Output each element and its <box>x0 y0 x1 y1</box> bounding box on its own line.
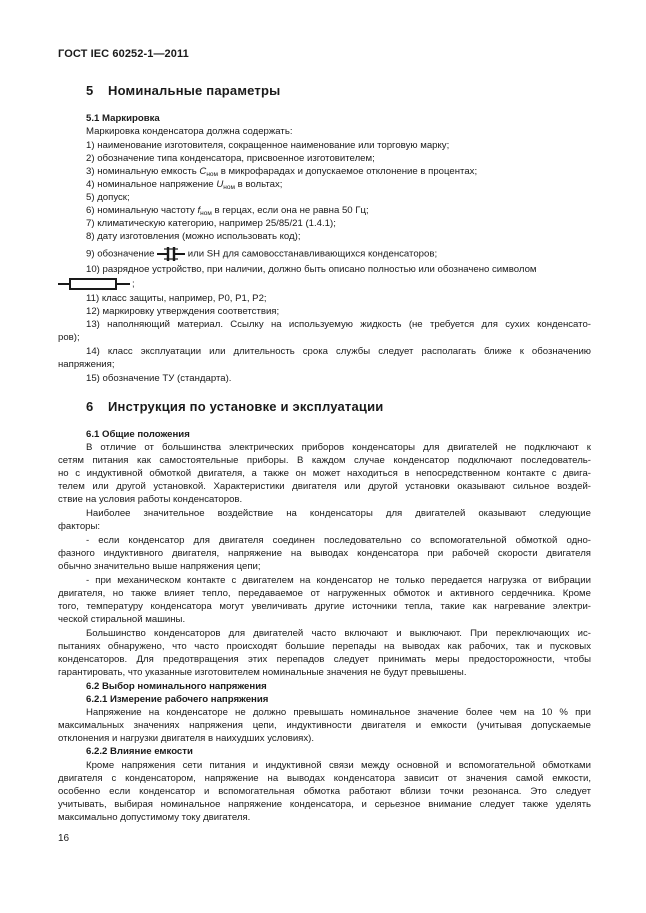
paragraph-line: - при механическом контакте с двигателем на конденсатор не только передается нагрузка от вибрации <box>86 575 591 586</box>
paragraph-line: Большинство конденсаторов для двигателей часто включают и выключают. При переключающих ис- <box>86 628 591 639</box>
list-item: 1) наименование изготовителя, сокращенное наименование или торговую марку; <box>86 140 450 151</box>
paragraph-line: телем или другой установкой. Характеристики двигателя или другой установки оказывают сильное воздей- <box>58 481 591 492</box>
page-number: 16 <box>58 833 70 844</box>
paragraph-line: В отличие от большинства электрических приборов конденсаторы для двигателей не подключают к <box>86 442 591 453</box>
list-item: 2) обозначение типа конденсатора, присвоенное изготовителем; <box>86 153 375 164</box>
list-item-continuation <box>58 277 135 291</box>
list-item-text: ; <box>132 278 135 290</box>
paragraph-line: двигателя, но также влияет тепло, передаваемое от нагруженных обмоток и активного сердечника. Кроме <box>58 588 591 599</box>
list-item-text: в микрофарадах и допускаемое отклонение в процентах; <box>218 166 478 177</box>
list-item <box>86 246 437 262</box>
subscript: ном <box>200 210 212 217</box>
section-5-heading <box>86 83 280 98</box>
paragraph-line: того, температуру конденсатора могут увеличивать другие источники тепла, такие как нагревание электри- <box>58 601 591 612</box>
paragraph-line: Наиболее значительное воздействие на конденсаторы для двигателей оказывают следующие <box>86 508 591 519</box>
subsection-6-2-2-heading: 6.2.2 Влияние емкости <box>86 746 193 757</box>
subscript: ном <box>206 171 219 178</box>
paragraph-line: гарантировать, что указанные изготовителем номинальные значения не будут превышены. <box>58 667 467 678</box>
subscript: ном <box>223 184 235 191</box>
paragraph-line: но с индуктивной обмоткой двигателя, а также он может находиться в непосредственном контакте с двига- <box>58 468 591 479</box>
document-header: ГОСТ IEC 60252-1—2011 <box>58 48 189 60</box>
paragraph-line: ческой стиральной машины. <box>58 614 186 625</box>
paragraph-line: учитывать, выбирая номинальное напряжение конденсатора, и серьезное внимание следует также уделять <box>58 799 591 810</box>
list-item-text: или SH для самовосстанавливающихся конденсаторов; <box>187 248 438 260</box>
math-symbol: f <box>197 205 201 216</box>
list-item: 8) дату изготовления (можно использовать код); <box>86 231 301 242</box>
section-title: Номинальные параметры <box>108 83 281 98</box>
list-item: 10) разрядное устройство, при наличии, должно быть описано полностью или обозначено символом <box>86 264 537 275</box>
paragraph-line: факторы: <box>58 521 101 532</box>
self-healing-capacitor-symbol-icon <box>157 246 185 262</box>
subsection-6-2-heading: 6.2 Выбор номинального напряжения <box>86 681 267 692</box>
math-symbol: C <box>199 166 207 177</box>
list-item-text: 6) номинальную частоту <box>86 205 198 216</box>
paragraph-line: ствие на условия работы конденсаторов. <box>58 494 243 505</box>
paragraph-line: двигателя с конденсатором, напряжение на выводах конденсатора зависит от значения самой емкости, <box>58 773 591 784</box>
list-item-text: в вольтах; <box>234 179 283 190</box>
list-item-text: 9) обозначение <box>86 248 155 260</box>
paragraph-line: фазного индуктивного двигателя, напряжение на выводах конденсатора при рабочей скорости двигателя <box>58 548 591 559</box>
paragraph-line: обычно значительно выше напряжения цепи; <box>58 561 261 572</box>
paragraph-line: конденсаторов. Для предотвращения этих перепадов следует принимать меры предосторожности, чтобы <box>58 654 591 665</box>
list-item: 11) класс защиты, например, P0, P1, P2; <box>86 293 267 304</box>
list-item: 12) маркировку утверждения соответствия; <box>86 306 280 317</box>
paragraph-line: максимальных значениях напряжения цепи, индуктивности двигателя и емкости (учитывая допускаемые <box>58 720 591 731</box>
section-title: Инструкция по установке и эксплуатации <box>108 399 384 414</box>
section-6-heading <box>86 399 384 414</box>
subsection-6-2-1-heading: 6.2.1 Измерение рабочего напряжения <box>86 694 269 705</box>
paragraph-line: - если конденсатор для двигателя соединен последовательно со вспомогательной обмоткой одно- <box>86 535 591 546</box>
list-item-text: 3) номинальную емкость <box>86 166 200 177</box>
paragraph-line: Напряжение на конденсаторе не должно превышать номинальное значение более чем на 10 % при <box>86 707 591 718</box>
paragraph-line: сетям питания как самостоятельные приборы. В каждом случае конденсатор подключают последователь- <box>58 455 591 466</box>
list-item: 7) климатическую категорию, например 25/85/21 (1.4.1); <box>86 218 336 229</box>
subsection-6-1-heading: 6.1 Общие положения <box>86 429 190 440</box>
list-item-continuation: напряжения; <box>58 359 115 370</box>
list-item: 13) наполняющий материал. Ссылку на используемую жидкость (не требуется для сухих конденсато- <box>86 319 591 330</box>
paragraph-line: пытаниях обнаружено, что часто происходят большие перепады на выводах как рабочих, так и пусковых <box>58 641 591 652</box>
section-number: 5 <box>86 83 94 98</box>
paragraph-line: Маркировка конденсатора должна содержать: <box>86 126 293 137</box>
math-symbol: U <box>216 179 224 190</box>
list-item: 14) класс эксплуатации или длительность срока службы следует располагать ближе к обозначению <box>86 346 591 357</box>
paragraph-line: отклонения и нагрузки двигателя в наихудших условиях). <box>58 733 315 744</box>
list-item: 15) обозначение ТУ (стандарта). <box>86 373 232 384</box>
subsection-5-1-heading: 5.1 Маркировка <box>86 113 160 124</box>
list-item-text: в герцах, если она не равна 50 Гц; <box>211 205 369 216</box>
list-item: 5) допуск; <box>86 192 130 203</box>
paragraph-line: Кроме напряжения сети питания и индуктивной связи между основной и вспомогательной обмотками <box>86 760 591 771</box>
list-item-continuation: ров); <box>58 332 80 343</box>
paragraph-line: особенно если конденсатор и вспомогательная обмотка работают вблизи точки резонанса. Это следует <box>58 786 591 797</box>
paragraph-line: максимально допустимому току двигателя. <box>58 812 251 823</box>
section-number: 6 <box>86 399 94 414</box>
discharge-resistor-symbol-icon <box>58 277 132 291</box>
list-item-text: 4) номинальное напряжение <box>86 179 217 190</box>
